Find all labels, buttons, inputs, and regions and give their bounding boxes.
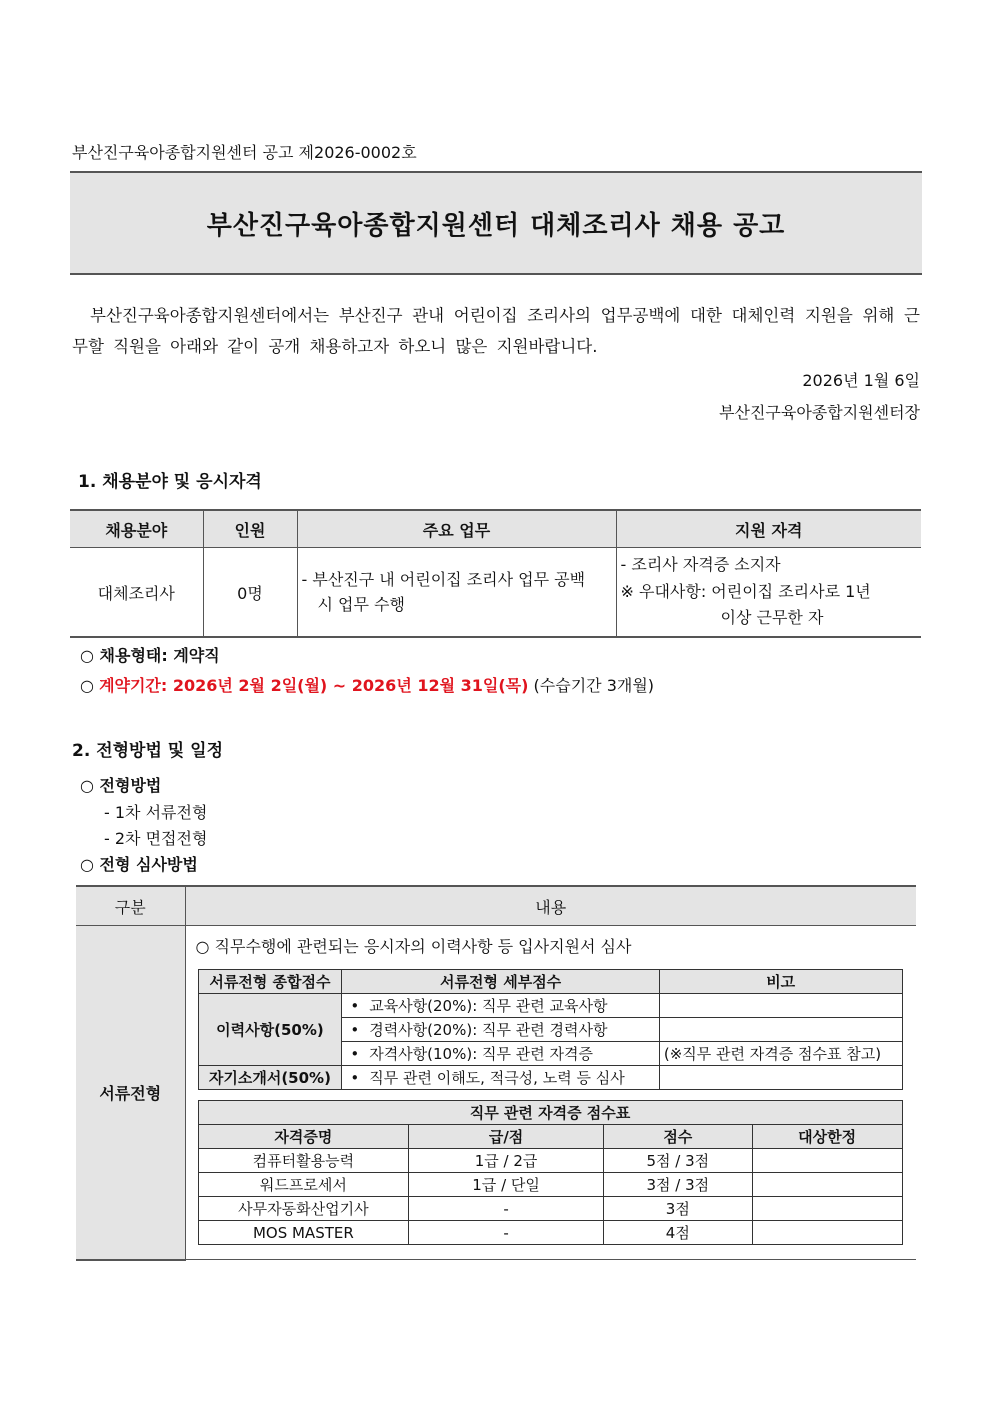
cert-header-row bbox=[198, 1125, 902, 1149]
col-content: 내용 bbox=[185, 886, 916, 926]
history-item: • 교육사항(20%): 직무 관련 교육사항 bbox=[342, 994, 660, 1018]
section2-heading: 2. 전형방법 및 일정 bbox=[72, 741, 223, 761]
cert-grade: - bbox=[409, 1221, 604, 1245]
qualification-cell bbox=[616, 548, 921, 638]
review-header-row bbox=[76, 886, 916, 926]
score-header-row bbox=[198, 970, 902, 994]
method-label: ○ 전형방법 bbox=[80, 776, 162, 795]
qual-line: ※ 우대사항: 어린이집 조리사로 1년 bbox=[620, 581, 871, 601]
review-table bbox=[76, 885, 916, 1261]
col-detail-score: 서류전형 세부점수 bbox=[342, 970, 660, 994]
col-cert-grade: 급/점 bbox=[409, 1125, 604, 1149]
table-row bbox=[198, 1173, 902, 1197]
col-cert-name: 자격증명 bbox=[198, 1125, 409, 1149]
cert-limit bbox=[752, 1197, 902, 1221]
table-row bbox=[198, 1066, 902, 1090]
spacer bbox=[186, 1245, 917, 1259]
table-row bbox=[198, 994, 902, 1018]
employment-type: ○ 채용형태: 계약직 bbox=[80, 646, 220, 665]
bullet: ○ bbox=[80, 676, 94, 695]
table-row bbox=[198, 1197, 902, 1221]
field-cell: 대체조리사 bbox=[70, 548, 203, 638]
duty-line: - 부산진구 내 어린이집 조리사 업무 공백 bbox=[301, 570, 586, 589]
cert-score: 3점 / 3점 bbox=[603, 1173, 752, 1197]
essay-label: 자기소개서(50%) bbox=[198, 1066, 342, 1090]
category-cell: 서류전형 bbox=[76, 926, 185, 1260]
cert-limit bbox=[752, 1221, 902, 1245]
content-cell bbox=[185, 926, 916, 1260]
table-row bbox=[198, 1149, 902, 1173]
col-count: 인원 bbox=[203, 510, 297, 548]
cert-title-row bbox=[198, 1101, 902, 1125]
note-cell bbox=[659, 994, 902, 1018]
notice-date: 2026년 1월 6일 bbox=[802, 371, 920, 390]
cert-name: 컴퓨터활용능력 bbox=[198, 1149, 409, 1173]
col-note: 비고 bbox=[659, 970, 902, 994]
note-cell bbox=[659, 1066, 902, 1090]
recruitment-table bbox=[70, 509, 921, 638]
step-2: - 2차 면접전형 bbox=[104, 829, 208, 848]
qual-line: - 조리사 자격증 소지자 bbox=[620, 555, 781, 575]
table-row bbox=[198, 1221, 902, 1245]
probation: (수습기간 3개월) bbox=[533, 676, 655, 695]
cert-grade: 1급 / 2급 bbox=[409, 1149, 604, 1173]
col-duty: 주요 업무 bbox=[297, 510, 616, 548]
notice-number: 부산진구육아종합지원센터 공고 제2026-0002호 bbox=[72, 143, 417, 162]
contract-line bbox=[80, 673, 654, 696]
col-cert-limit: 대상한정 bbox=[752, 1125, 902, 1149]
cert-name: 워드프로세서 bbox=[198, 1173, 409, 1197]
cert-name: 사무자동화산업기사 bbox=[198, 1197, 409, 1221]
review-label: ○ 전형 심사방법 bbox=[80, 855, 198, 874]
history-label: 이력사항(50%) bbox=[198, 994, 342, 1066]
essay-item bbox=[342, 1066, 660, 1090]
count-cell: 0명 bbox=[203, 548, 297, 638]
history-item: • 경력사항(20%): 직무 관련 경력사항 bbox=[342, 1018, 660, 1042]
section1-heading: 1. 채용분야 및 응시자격 bbox=[78, 472, 262, 492]
cert-title: 직무 관련 자격증 점수표 bbox=[198, 1101, 902, 1125]
page-title: 부산진구육아종합지원센터 대체조리사 채용 공고 bbox=[206, 210, 786, 241]
table-header-row bbox=[70, 510, 921, 548]
cert-name: MOS MASTER bbox=[198, 1221, 409, 1245]
essay-item-text: 직무 관련 이해도, 적극성, 노력 등 심사 bbox=[369, 1069, 625, 1087]
review-summary: ○ 직무수행에 관련되는 응시자의 이력사항 등 입사지원서 심사 bbox=[195, 937, 632, 956]
cert-score: 5점 / 3점 bbox=[603, 1149, 752, 1173]
cert-score: 3점 bbox=[603, 1197, 752, 1221]
col-total-score: 서류전형 종합점수 bbox=[198, 970, 342, 994]
cert-table bbox=[198, 1100, 903, 1245]
cert-grade: 1급 / 단일 bbox=[409, 1173, 604, 1197]
duty-cell bbox=[297, 548, 616, 638]
col-category: 구분 bbox=[76, 886, 185, 926]
title-box bbox=[70, 171, 922, 275]
cert-limit bbox=[752, 1149, 902, 1173]
intro-paragraph bbox=[72, 300, 920, 362]
step-1: - 1차 서류전형 bbox=[104, 803, 208, 822]
cert-limit bbox=[752, 1173, 902, 1197]
contract-period: 계약기간: 2026년 2월 2일(월) ~ 2026년 12월 31일(목) bbox=[99, 676, 529, 695]
duty-line: 시 업무 수행 bbox=[317, 595, 405, 614]
table-row bbox=[70, 548, 921, 638]
note-cell bbox=[659, 1018, 902, 1042]
cert-grade: - bbox=[409, 1197, 604, 1221]
score-table bbox=[198, 969, 903, 1090]
col-cert-score: 점수 bbox=[603, 1125, 752, 1149]
col-qualification: 지원 자격 bbox=[616, 510, 921, 548]
review-row bbox=[76, 926, 916, 1260]
qual-line: 이상 근무한 자 bbox=[720, 608, 824, 628]
col-field: 채용분야 bbox=[70, 510, 203, 548]
history-item: • 자격사항(10%): 직무 관련 자격증 bbox=[342, 1042, 660, 1066]
cert-score: 4점 bbox=[603, 1221, 752, 1245]
history-note: (※직무 관련 자격증 점수표 참고) bbox=[659, 1042, 902, 1066]
issuer: 부산진구육아종합지원센터장 bbox=[719, 403, 920, 422]
intro-text: 부산진구육아종합지원센터에서는 부산진구 관내 어린이집 조리사의 업무공백에 대한 대체인력 지원을 위해 근무할 직원을 아래와 같이 공개 채용하고자 하오니 많은 지원바랍니다. bbox=[72, 306, 920, 356]
